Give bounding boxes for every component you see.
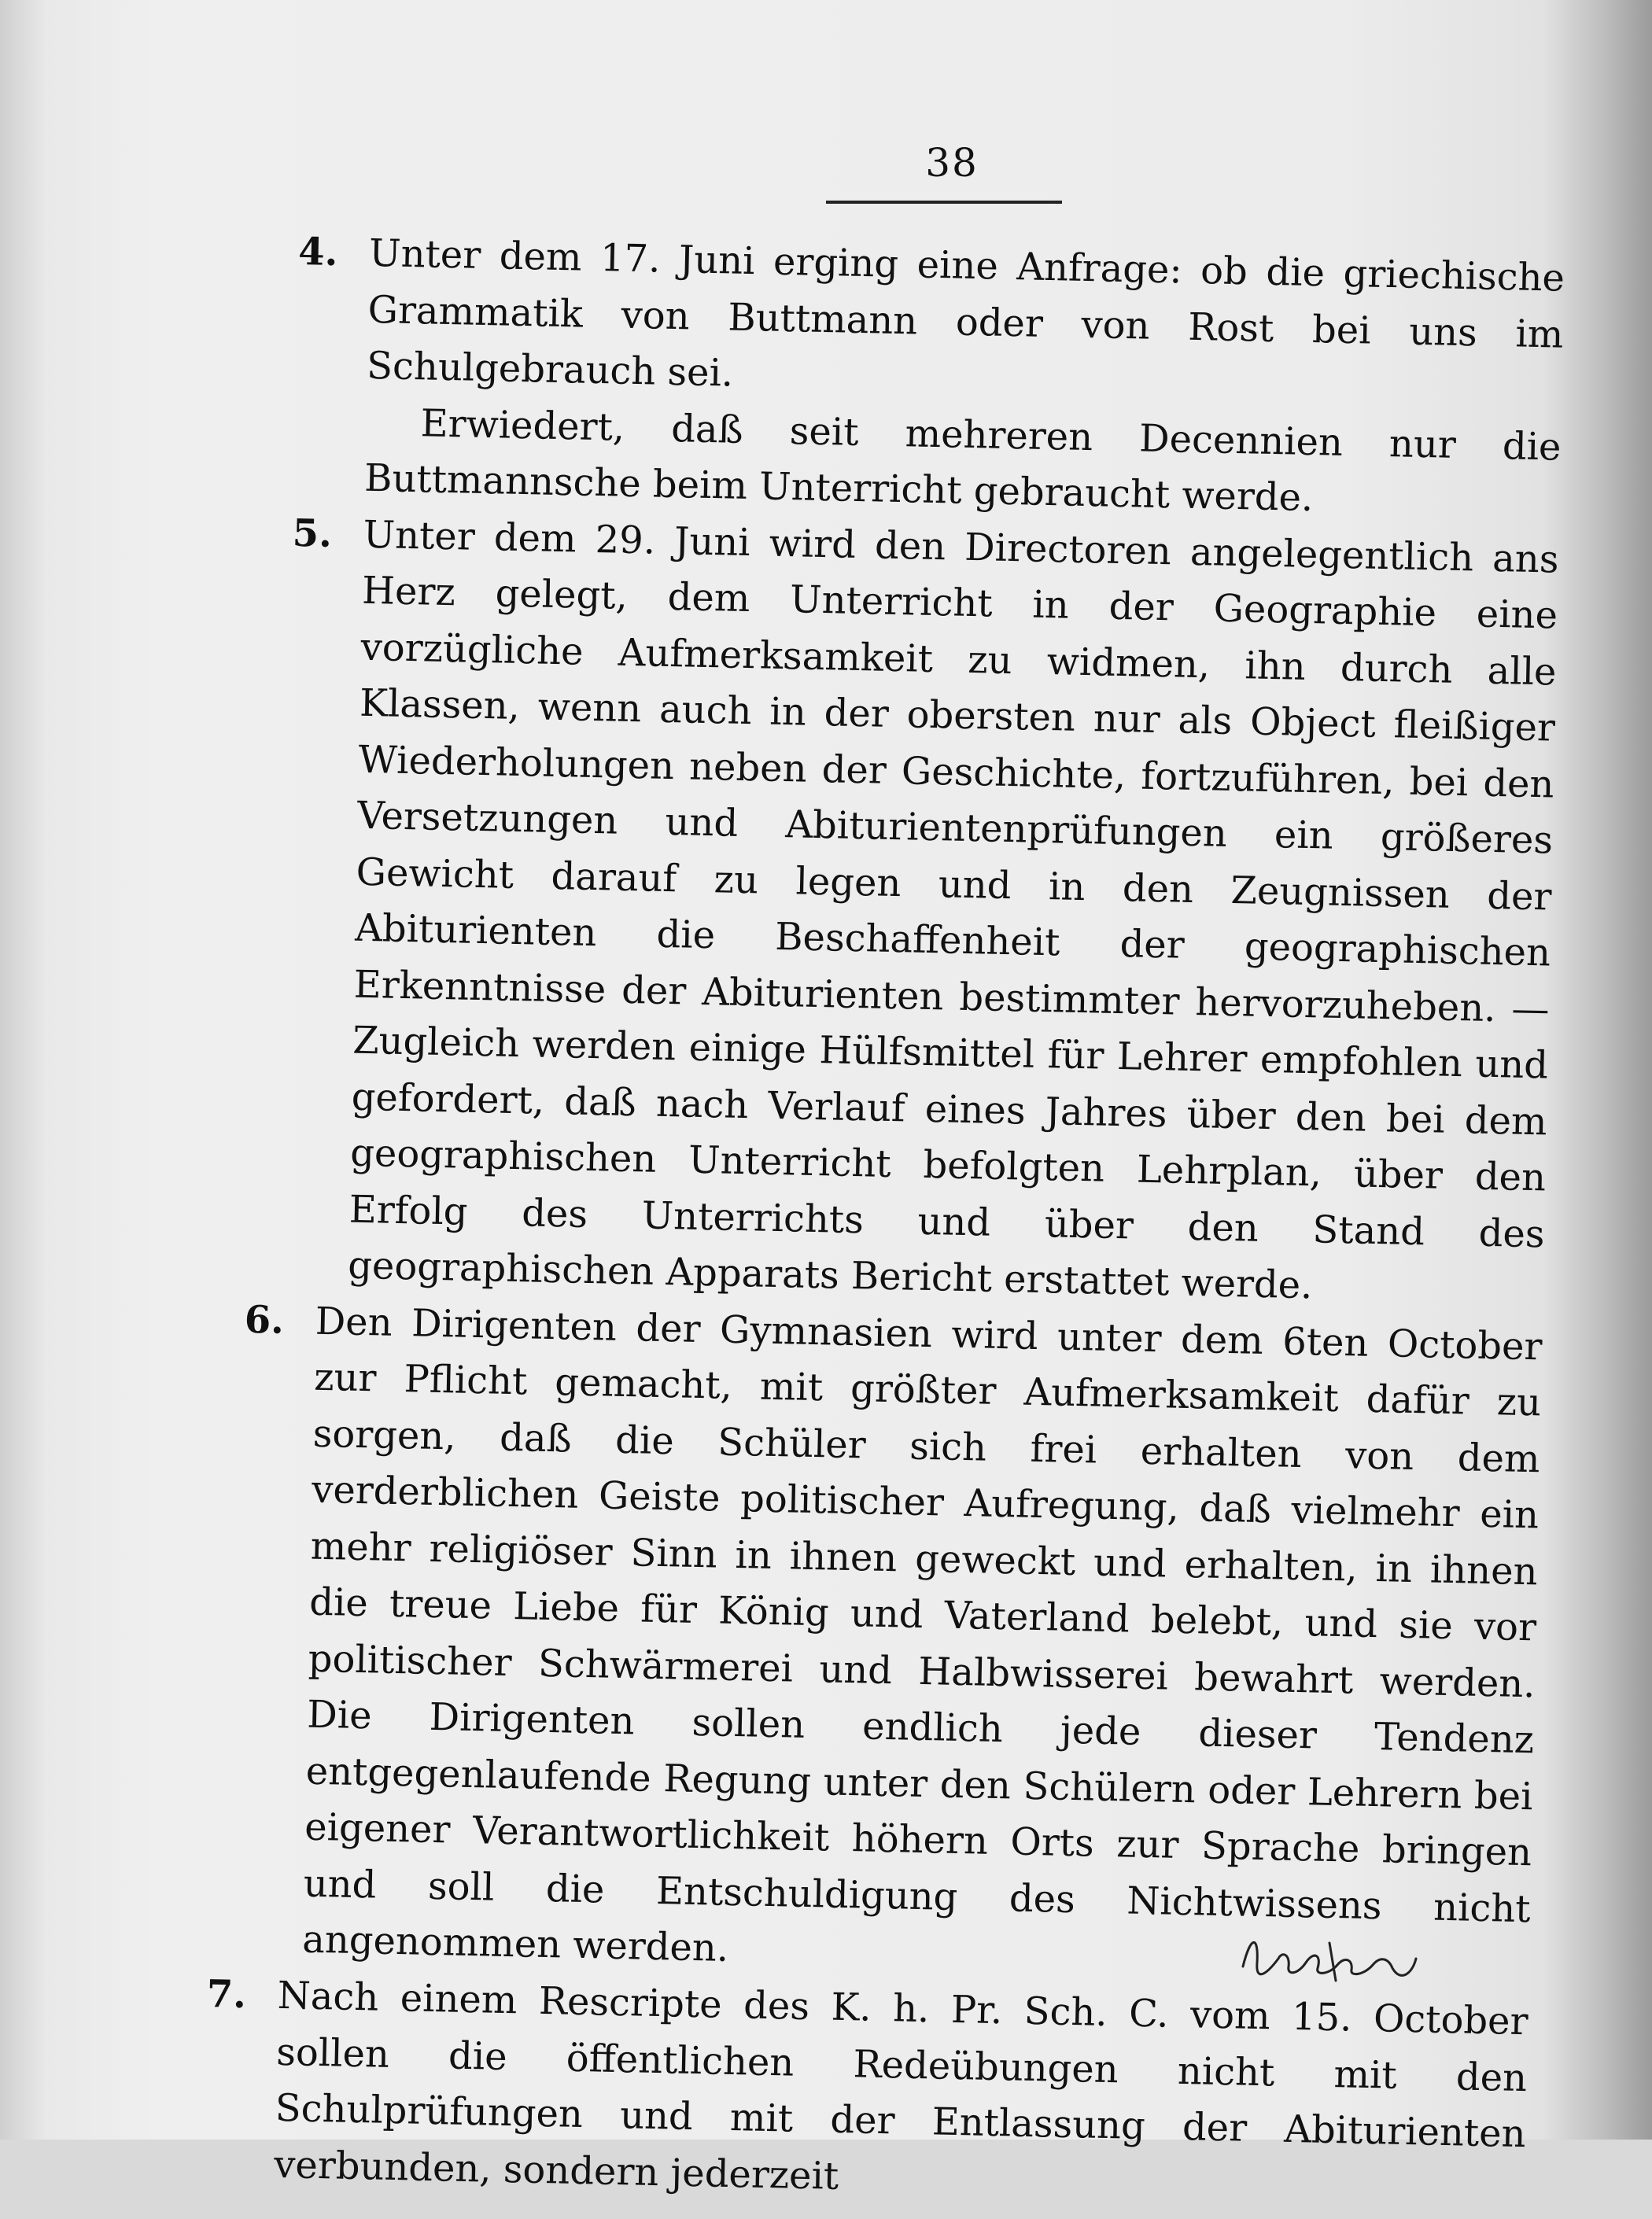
- list-item: [277, 505, 1560, 1319]
- item-number: 5.: [292, 511, 333, 556]
- item-reply: Erwiedert, daß seit mehreren Decennien nur die Buttmannsche beim Unterricht gebraucht werde.: [363, 400, 1562, 521]
- item-text: Den Dirigenten der Gymnasien wird unter dem 6ten October zur Pflicht gemacht, mit größter Aufmerksamkeit dafür zu sorgen, daß die Schüler sich frei erhalten von dem verderblichen Geiste politischer Aufregung, daß vielmehr ein mehr religiöser Sinn in ihnen geweckt und erhalten, in ihnen die treue Liebe für König und Vaterland belebt, und sie vor politischer Schwärmerei und Halbwisserei bewahrt werden. Die Dirigenten sollen endlich jede dieser Tendenz entgegenlaufende Regung unter den Schülern oder Lehrern bei eigener Verantwortlichkeit höhern Orts zur Sprache bringen und soll die Entschuldigung des Nichtwissens nicht angenommen werden.: [301, 1299, 1543, 1971]
- list-item: [293, 224, 1565, 532]
- header-rule: [826, 201, 1062, 204]
- item-number: 6.: [244, 1297, 285, 1343]
- item-text: Unter dem 17. Juni erging eine Anfrage: ob die griechische Grammatik von Buttmann oder von Rost bei uns im Schulgebrauch sei.: [366, 230, 1565, 396]
- page-number: 38: [925, 140, 979, 186]
- item-number: 7.: [206, 1972, 247, 2018]
- handwritten-signature: [1235, 1919, 1424, 1990]
- list-item: [231, 1292, 1543, 1995]
- list-item: [203, 1967, 1529, 2219]
- item-text: Unter dem 29. Juni wird den Directoren angelegentlich ans Herz gelegt, dem Unterricht in der Geographie eine vorzügliche Aufmerksamkeit zu widmen, ihn durch alle Klassen, wenn auch in der obersten nur als Object fleißiger Wiederholungen neben der Geschichte, fortzuführen, bei den Versetzungen und Abiturientenprüfungen ein größeres Gewicht darauf zu legen und in den Zeugnissen der Abiturienten die Beschaffenheit der geographischen Erkenntnisse der Abiturienten bestimmter hervorzuheben. — Zugleich werden einige Hülfsmittel für Lehrer empfohlen und gefordert, daß nach Verlauf eines Jahres über den bei dem geographischen Unterricht befolgten Lehrplan, über den Erfolg des Unterrichts und über den Stand des geographischen Apparats Bericht erstattet werde.: [347, 512, 1560, 1308]
- item-number: 4.: [297, 229, 338, 275]
- item-text: Nach einem Rescripte des K. h. Pr. Sch. C. vom 15. October sollen die öffentlichen Redeübungen nicht mit den Schulprüfungen und mit der Entlassung der Abiturienten verbunden, sondern jederzeit: [273, 1973, 1529, 2199]
